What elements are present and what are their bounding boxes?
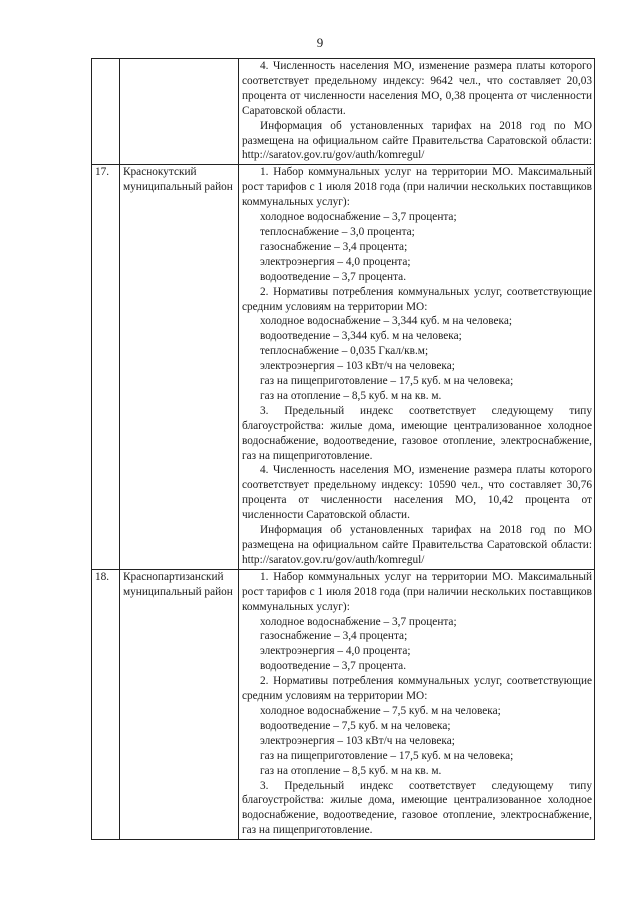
table-row [92, 59, 595, 165]
row-number [92, 59, 120, 165]
list-item: холодное водоснабжение – 3,7 процента; [260, 615, 457, 628]
consumption-norms-list [242, 314, 592, 403]
row-content [239, 59, 595, 165]
tariff-growth-list [242, 210, 592, 285]
norms-paragraph: 2. Нормативы потребления коммунальных услуг, соответствующие средним условиям на территории МО: [242, 675, 592, 703]
services-paragraph: 1. Набор коммунальных услуг на территории МО. Максимальный рост тарифов с 1 июля 2018 года (при наличии нескольких поставщиков коммунальных услуг): [242, 570, 592, 613]
municipality-name [120, 59, 239, 165]
municipality-name: Краснокутский муниципальный район [120, 165, 239, 569]
tariff-info-paragraph: Информация об установленных тарифах на 2018 год по МО размещена на официальном сайте Правительства Саратовской области: http://saratov.gov.ru/gov/auth/komregul/ [242, 524, 592, 566]
list-item: газ на пищеприготовление – 17,5 куб. м на человека; [260, 749, 514, 762]
tariff-info-paragraph: Информация об установленных тарифах на 2018 год по МО размещена на официальном сайте Правительства Саратовской области: http://saratov.gov.ru/gov/auth/komregul/ [242, 119, 592, 162]
row-content [239, 569, 595, 839]
list-item: газ на пищеприготовление – 17,5 куб. м на человека; [260, 375, 514, 388]
list-item: газ на отопление – 8,5 куб. м на кв. м. [260, 764, 442, 777]
list-item: холодное водоснабжение – 3,7 процента; [260, 211, 457, 224]
list-item: газ на отопление – 8,5 куб. м на кв. м. [260, 389, 442, 402]
row-number: 18. [92, 569, 120, 839]
row-content [239, 165, 595, 569]
list-item: водоотведение – 7,5 куб. м на человека; [260, 719, 451, 732]
list-item: газоснабжение – 3,4 процента; [260, 630, 408, 643]
list-item: теплоснабжение – 0,035 Гкал/кв.м; [260, 345, 429, 358]
list-item: водоотведение – 3,7 процента. [260, 270, 407, 283]
index-paragraph: 3. Предельный индекс соответствует следующему типу благоустройства: жилые дома, имеющие централизованное холодное водоснабжение, водоотведение, газовое отопление, электроснабжение, газ на пищеприготовление. [242, 779, 592, 837]
row-number: 17. [92, 165, 120, 569]
population-paragraph: 4. Численность населения МО, изменение размера платы которого соответствует предельному индексу: 9642 чел., что составляет 20,03 процента от численности населения МО, 0,38 процента от численности Саратовской области. [242, 60, 592, 117]
page-number: 9 [316, 35, 324, 50]
list-item: электроэнергия – 103 кВт/ч на человека; [260, 734, 455, 747]
consumption-norms-list [242, 704, 592, 779]
services-paragraph: 1. Набор коммунальных услуг на территории МО. Максимальный рост тарифов с 1 июля 2018 года (при наличии нескольких поставщиков коммунальных услуг): [242, 166, 592, 209]
list-item: водоотведение – 3,344 куб. м на человека; [260, 330, 462, 343]
list-item: холодное водоснабжение – 7,5 куб. м на человека; [260, 704, 501, 717]
table-row [92, 569, 595, 839]
table-row [92, 165, 595, 569]
population-paragraph: 4. Численность населения МО, изменение размера платы которого соответствует предельному индексу: 10590 чел., что составляет 30,76 процента от численности населения МО, 10,42 процента от численности Саратовской области. [242, 464, 592, 522]
list-item: водоотведение – 3,7 процента. [260, 660, 407, 673]
norms-paragraph: 2. Нормативы потребления коммунальных услуг, соответствующие средним условиям на территории МО: [242, 285, 592, 313]
municipal-table [91, 58, 595, 840]
list-item: холодное водоснабжение – 3,344 куб. м на человека; [260, 315, 513, 328]
list-item: электроэнергия – 103 кВт/ч на человека; [260, 360, 455, 373]
municipality-name: Краснопартизанский муниципальный район [120, 569, 239, 839]
list-item: электроэнергия – 4,0 процента; [260, 255, 411, 268]
index-paragraph: 3. Предельный индекс соответствует следующему типу благоустройства: жилые дома, имеющие централизованное холодное водоснабжение, водоотведение, газовое отопление, электроснабжение, газ на пищеприготовление. [242, 404, 592, 462]
list-item: электроэнергия – 4,0 процента; [260, 645, 411, 658]
list-item: теплоснабжение – 3,0 процента; [260, 225, 415, 238]
tariff-growth-list [242, 615, 592, 675]
list-item: газоснабжение – 3,4 процента; [260, 240, 408, 253]
